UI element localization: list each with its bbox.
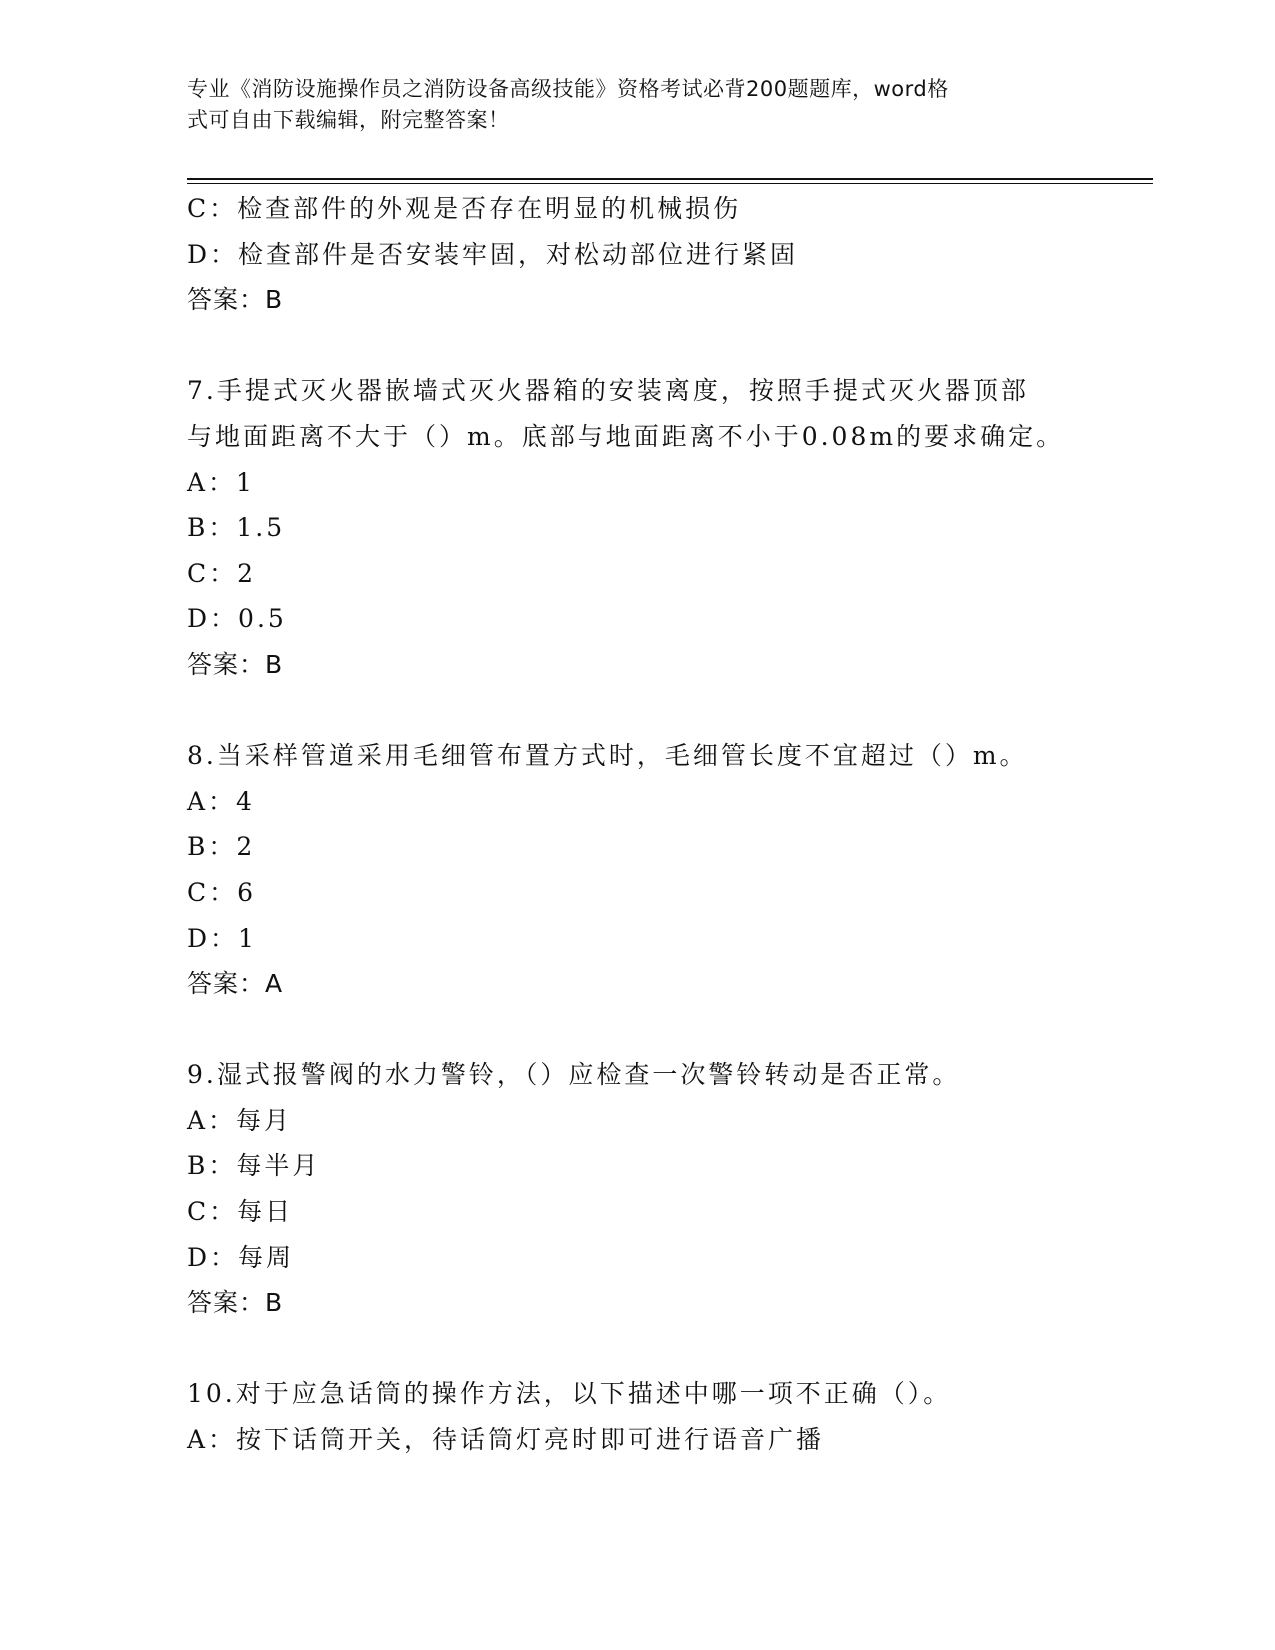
option-c: C：每日 <box>187 1197 294 1227</box>
option-a: A：每月 <box>187 1105 293 1135</box>
question-7 <box>187 368 1087 687</box>
answer-label: 答案：A <box>187 969 284 999</box>
option-c: C：2 <box>187 558 257 588</box>
spacer <box>187 1326 1087 1372</box>
option-a: A：1 <box>187 467 255 497</box>
answer-label: 答案：B <box>187 285 284 315</box>
option-d: D：检查部件是否安装牢固，对松动部位进行紧固 <box>187 239 799 269</box>
header-line-1: 专业《消防设施操作员之消防设备高级技能》资格考试必背200题题库，word格 <box>187 77 949 101</box>
spacer <box>187 1007 1087 1053</box>
option-d: D：每周 <box>187 1242 295 1272</box>
question-9 <box>187 1052 1087 1326</box>
option-d: D：0.5 <box>187 604 287 634</box>
header-divider-thick <box>187 178 1153 180</box>
option-c: C：6 <box>187 877 257 907</box>
question-list <box>187 186 1087 1463</box>
question-stem: 8.当采样管道采用毛细管布置方式时，毛细管长度不宜超过（）m。 <box>187 741 1028 771</box>
header-line-2: 式可自由下载编辑，附完整答案！ <box>187 108 510 132</box>
question-stem: 10.对于应急话筒的操作方法，以下描述中哪一项不正确（）。 <box>187 1379 952 1409</box>
option-b: B：2 <box>187 832 256 862</box>
option-a: A：4 <box>187 786 255 816</box>
question-10 <box>187 1371 1087 1462</box>
answer-label: 答案：B <box>187 1288 284 1318</box>
answer-label: 答案：B <box>187 649 284 679</box>
option-c: C：检查部件的外观是否存在明显的机械损伤 <box>187 194 742 223</box>
option-b: B：1.5 <box>187 513 286 543</box>
option-a: A：按下话筒开关，待话筒灯亮时即可进行语音广播 <box>187 1425 825 1455</box>
question-stem: 7.手提式灭火器嵌墙式灭火器箱的安装离度，按照手提式灭火器顶部 <box>187 376 1029 406</box>
header-divider-thin <box>187 183 1153 184</box>
document-header <box>187 74 1067 136</box>
spacer <box>187 323 1087 369</box>
question-stem: 9.湿式报警阀的水力警铃，（）应检查一次警铃转动是否正常。 <box>187 1060 961 1090</box>
question-6-continued <box>187 186 1087 323</box>
spacer <box>187 688 1087 734</box>
option-b: B：每半月 <box>187 1151 321 1181</box>
question-stem: 与地面距离不大于（）m。底部与地面距离不小于0.08m的要求确定。 <box>187 421 1065 451</box>
question-8 <box>187 733 1087 1007</box>
option-d: D：1 <box>187 923 257 953</box>
